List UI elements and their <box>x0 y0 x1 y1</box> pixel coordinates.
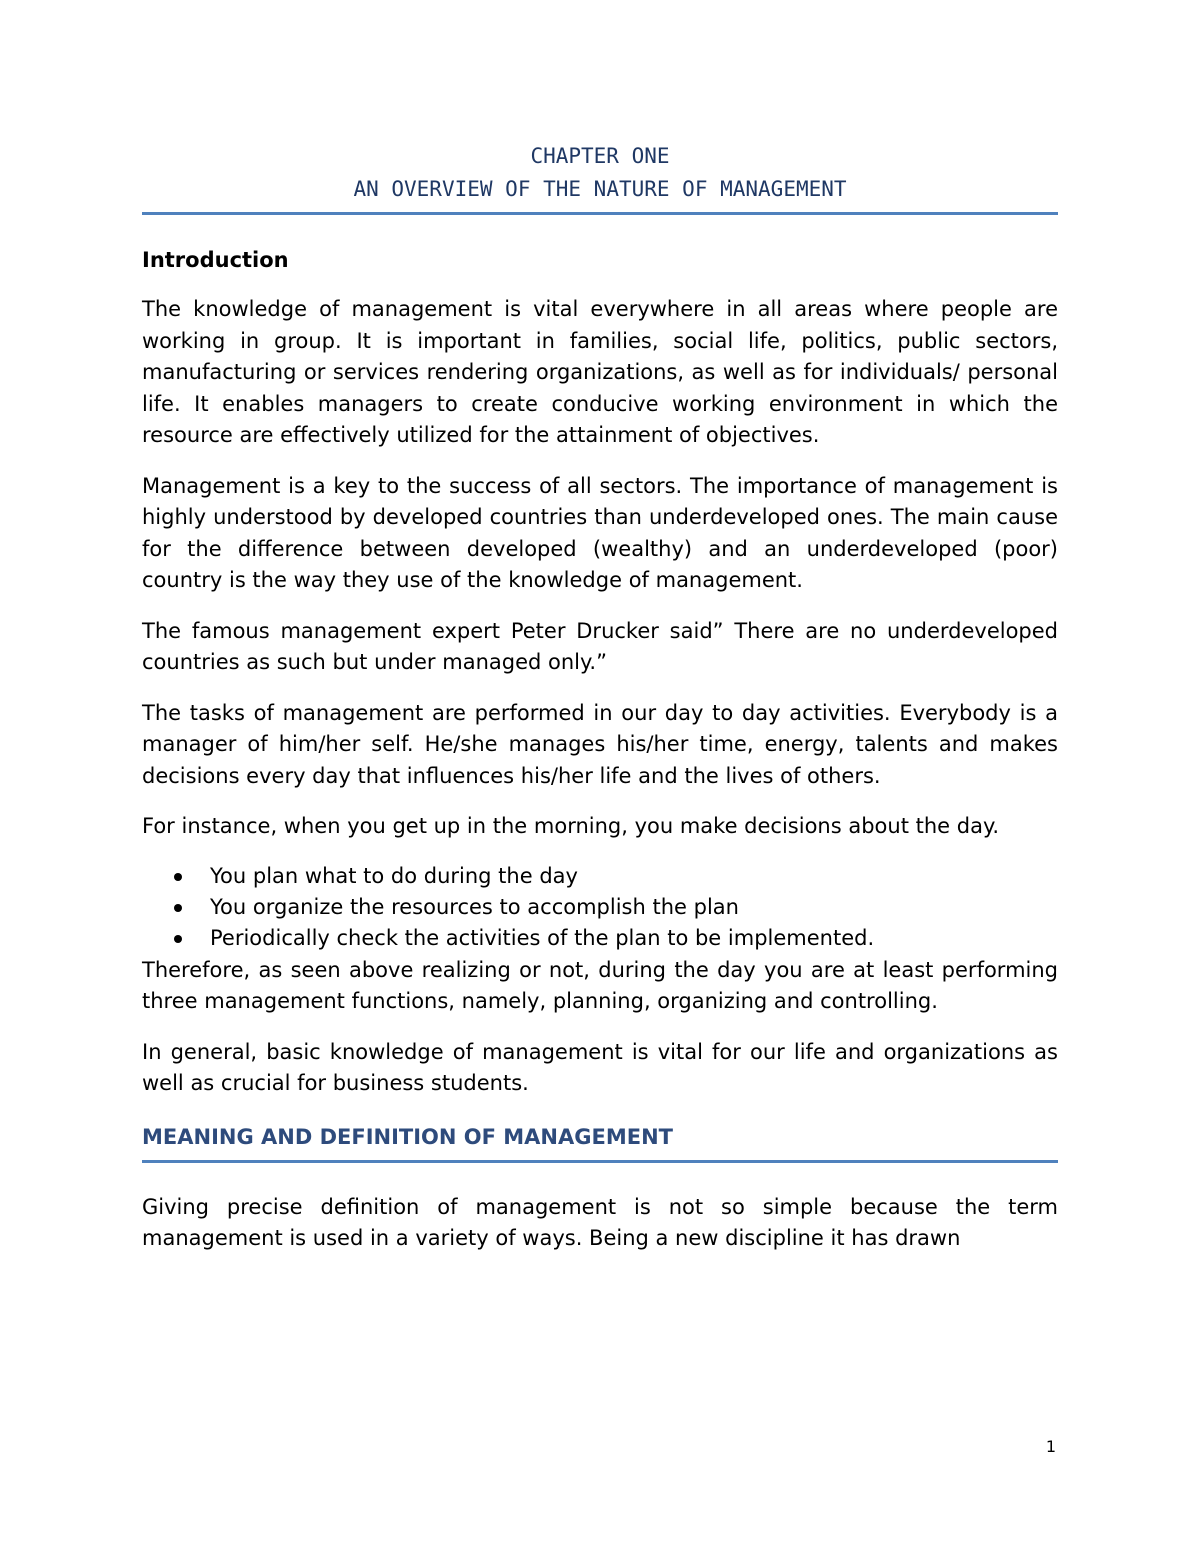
after-list-paragraph: Therefore, as seen above realizing or not, during the day you are at least performing three management functions, namely, planning, organizing and controlling. <box>142 957 1058 1013</box>
intro-paragraph-4: The tasks of management are performed in our day to day activities. Everybody is a manager of him/her self. He/she manages his/her time, energy, talents and makes decisions every day that influences his/her life and the lives of others. <box>142 700 1058 788</box>
title-rule <box>142 212 1058 215</box>
chapter-title: AN OVERVIEW OF THE NATURE OF MANAGEMENT <box>353 177 847 201</box>
bullet-icon <box>174 904 182 912</box>
page-number: 1 <box>1045 1437 1056 1456</box>
bullet-text: You organize the resources to accomplish the plan <box>210 894 739 919</box>
bullet-item <box>142 861 1058 892</box>
bullet-icon <box>174 873 182 881</box>
section-rule <box>142 1160 1058 1163</box>
chapter-label: CHAPTER ONE <box>530 144 670 168</box>
document-page <box>142 140 1058 1255</box>
intro-paragraph-3: The famous management expert Peter Drucker said” There are no underdeveloped countries as such but under managed only.” <box>142 618 1058 674</box>
bullet-text: You plan what to do during the day <box>210 863 578 888</box>
section-heading: MEANING AND DEFINITION OF MANAGEMENT <box>142 1124 673 1149</box>
bullet-text: Periodically check the activities of the plan to be implemented. <box>210 925 875 950</box>
intro-paragraph-1: The knowledge of management is vital everywhere in all areas where people are working in group. It is important in families, social life, politics, public sectors, manufacturing or services rendering organizations, as well as for individuals/ personal life. It enables managers to create conducive working environment in which the resource are effectively utilized for the attainment of objectives. <box>142 297 1058 447</box>
closing-paragraph: In general, basic knowledge of management is vital for our life and organizations as well as crucial for business students. <box>142 1039 1058 1095</box>
intro-paragraph-5: For instance, when you get up in the morning, you make decisions about the day. <box>142 814 1000 838</box>
bullet-item <box>142 892 1058 923</box>
intro-paragraph-2: Management is a key to the success of all sectors. The importance of management is highly understood by developed countries than underdeveloped ones. The main cause for the difference between developed (wealthy) and an underdeveloped (poor) country is the way they use of the knowledge of management. <box>142 473 1058 592</box>
bullet-item <box>142 923 1058 954</box>
bullet-icon <box>174 935 182 943</box>
intro-heading: Introduction <box>142 248 289 272</box>
bullet-list <box>142 861 1058 954</box>
definition-paragraph: Giving precise definition of management is not so simple because the term management is used in a variety of ways. Being a new discipline it has drawn <box>142 1194 1058 1250</box>
